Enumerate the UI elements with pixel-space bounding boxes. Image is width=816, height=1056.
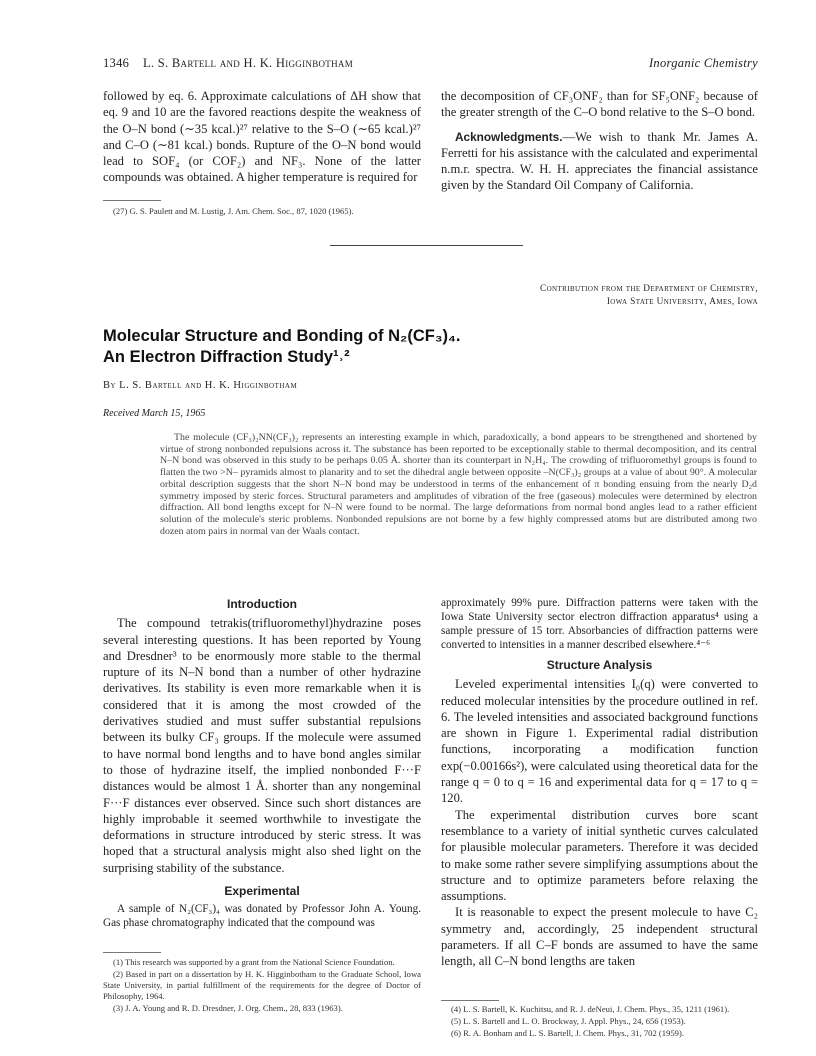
introduction-text: The compound tetrakis(trifluoromethyl)hydrazine poses several interesting questions. It has been reported by Young and Dresdner³ to be enormously more stable to the thermal rupture of its N–N bond than a number of other hydrazine derivatives. Its stability is even more remarkable when it is considered that it is among the most crowded of the derivatives studied and must suffer substantial repulsions between its bulky CF₃ groups. If the molecule were assumed to have normal bond lengths and to have bond angles similar to those of hydrazine itself, the implied nonbonded F···F distances would be almost 1 Å. shorter than any nongeminal F···F distances ever observed. Since such short distances are highly improbable it seemed worthwhile to investigate the deformations in structure introduced by steric stress. It was hoped that a structural analysis might also shed light on the surprising stability of the substance. (103, 616, 421, 875)
acknowledgments-paragraph (441, 129, 758, 194)
left-footnote-divider (103, 952, 161, 953)
prev-article-right-column (441, 88, 758, 194)
introduction-heading: Introduction (227, 597, 297, 611)
contribution-line-1: Contribution from the Department of Chemistry, (539, 284, 758, 294)
article-title (103, 326, 460, 368)
body-right-column (441, 596, 758, 970)
running-authors: L. S. Bartell and H. K. Higginbotham (143, 56, 354, 70)
abstract (160, 432, 757, 537)
acknowledgments-text: —We wish to thank Mr. James A. Ferretti for his assistance with the calculated and experimental n.m.r. spectra. W. H. H. appreciates the financial assistance given by the Standard Oil Company of California. (441, 129, 758, 193)
article-separator (330, 245, 523, 246)
footnote-5: (5) L. S. Bartell and L. O. Brockway, J. Appl. Phys., 24, 656 (1953). (451, 1016, 686, 1026)
prev-article-right-paragraph: the decomposition of CF₃ONF₂ than for SF₅ONF₂ because of the greater strength of the C–O bond relative to the S–O bond. (441, 89, 758, 120)
experimental-text: A sample of N₂(CF₃)₄ was donated by Professor John A. Young. Gas phase chromatography indicated that the compound was (103, 903, 421, 930)
article-title-line-1: Molecular Structure and Bonding of N₂(CF₃)₄. (103, 327, 461, 345)
prev-article-left-paragraph: followed by eq. 6. Approximate calculations of ΔH show that eq. 9 and 10 are the favored reactions despite the weakness of the O–N bond (∼35 kcal.)²⁷ relative to the S–O (∼65 kcal.)²⁷ and C–O (∼81 kcal.) bonds. Rupture of the O–N bond would lead to SOF₄ (or COF₂) and NF₃. None of the latter compounds was obtained. A higher temperature is required for (103, 89, 421, 185)
article-title-line-2: An Electron Diffraction Study¹˒² (103, 348, 350, 366)
footnote-4: (4) L. S. Bartell, K. Kuchitsu, and R. J. deNeui, J. Chem. Phys., 35, 1211 (1961). (451, 1004, 730, 1014)
footnote-6: (6) R. A. Bonham and L. S. Bartell, J. Chem. Phys., 31, 702 (1959). (451, 1028, 684, 1038)
contribution-affiliation (540, 283, 758, 308)
page-number: 1346 (103, 56, 130, 70)
footnote-divider (103, 200, 161, 201)
experimental-continued: approximately 99% pure. Diffraction patterns were taken with the Iowa State University sector electron diffraction apparatus⁴ using a sample pressure of 15 torr. Absorbancies of diffraction patterns were converted to intensities in a manner described elsewhere.⁴⁻⁶ (441, 597, 758, 651)
abstract-text: The molecule (CF₃)₂NN(CF₃)₂ represents an interesting example in which, paradoxically, a bond appears to be strengthened and shortened by virtue of strong nonbonded repulsions across it. The substance has been reported to be exceptionally stable to thermal decomposition, and its central N–N bond was observed in this study to be perhaps 0.05 Å. shorter than its counterpart in N₂H₄. The crowding of trifluoromethyl groups is found to flatten the two >N– pyramids almost to planarity and to set the dihedral angle between opposite –N(CF₃)₂ groups at a value of about 90°. A molecular orbital description suggests that the short N–N bond may be understood in terms of the enhancement of π bonding ensuing from the nearly D₂d symmetry imposed by steric forces. Structural parameters and amplitudes of vibration of the free (gaseous) molecules were determined by electron diffraction. All bond lengths except for N–N were found to be normal. The large deformations from normal bond angles lead to a rather efficient solution of the molecule's steric problems. Nonbonded repulsions are not borne by a few highly compressed atoms but are distributed among two dozen atom pairs in normal van der Waals contact. (160, 432, 757, 537)
received-date: Received March 15, 1965 (103, 408, 206, 419)
running-journal: Inorganic Chemistry (648, 56, 758, 70)
acknowledgments-heading: Acknowledgments. (455, 129, 563, 144)
footnote-27-text: (27) G. S. Paulett and M. Lustig, J. Am. Chem. Soc., 87, 1020 (1965). (113, 206, 354, 216)
footnote-2: (2) Based in part on a dissertation by H. K. Higginbotham to the Graduate School, Iowa State University, in partial fulfillment of the requirements for the degree of Doctor of Philosophy, 1964. (103, 969, 421, 1001)
structure-paragraph-3: It is reasonable to expect the present molecule to have C₂ symmetry and, accordingly, 25 independent structural parameters. If all C–F bonds are assumed to have the same length, all C–N bond lengths are taken (441, 905, 758, 969)
body-left-column (103, 596, 421, 930)
right-footnote-divider (441, 1000, 499, 1001)
contribution-line-2: Iowa State University, Ames, Iowa (606, 296, 758, 307)
left-footnotes (103, 957, 421, 1015)
prev-article-left-column (103, 88, 421, 186)
structure-paragraph-2: The experimental distribution curves bore scant resemblance to a variety of initial synthetic curves calculated for plausible molecular parameters. Therefore it was decided to make some rather severe simplifying assumptions about the structure and to optimize parameters before relaxing the assumptions. (441, 807, 758, 904)
article-byline: By L. S. Bartell and H. K. Higginbotham (103, 380, 298, 391)
experimental-heading: Experimental (224, 884, 300, 899)
footnote-27 (103, 206, 421, 218)
structure-analysis-heading: Structure Analysis (546, 658, 653, 672)
footnote-1: (1) This research was supported by a grant from the National Science Foundation. (113, 957, 395, 967)
right-footnotes (441, 1004, 758, 1040)
structure-paragraph-1: Leveled experimental intensities I₀(q) were converted to reduced molecular intensities by the procedure outlined in ref. 6. The leveled intensities and associated background functions are shown in Figure 1. Experimental radial distribution functions, incorporating a modification function exp(−0.00166s²), were calculated using theoretical data for the range q = 0 to q = 16 and experimental data for q = 17 to q = 120. (441, 677, 758, 806)
footnote-3: (3) J. A. Young and R. D. Dresdner, J. Org. Chem., 28, 833 (1963). (113, 1003, 343, 1013)
